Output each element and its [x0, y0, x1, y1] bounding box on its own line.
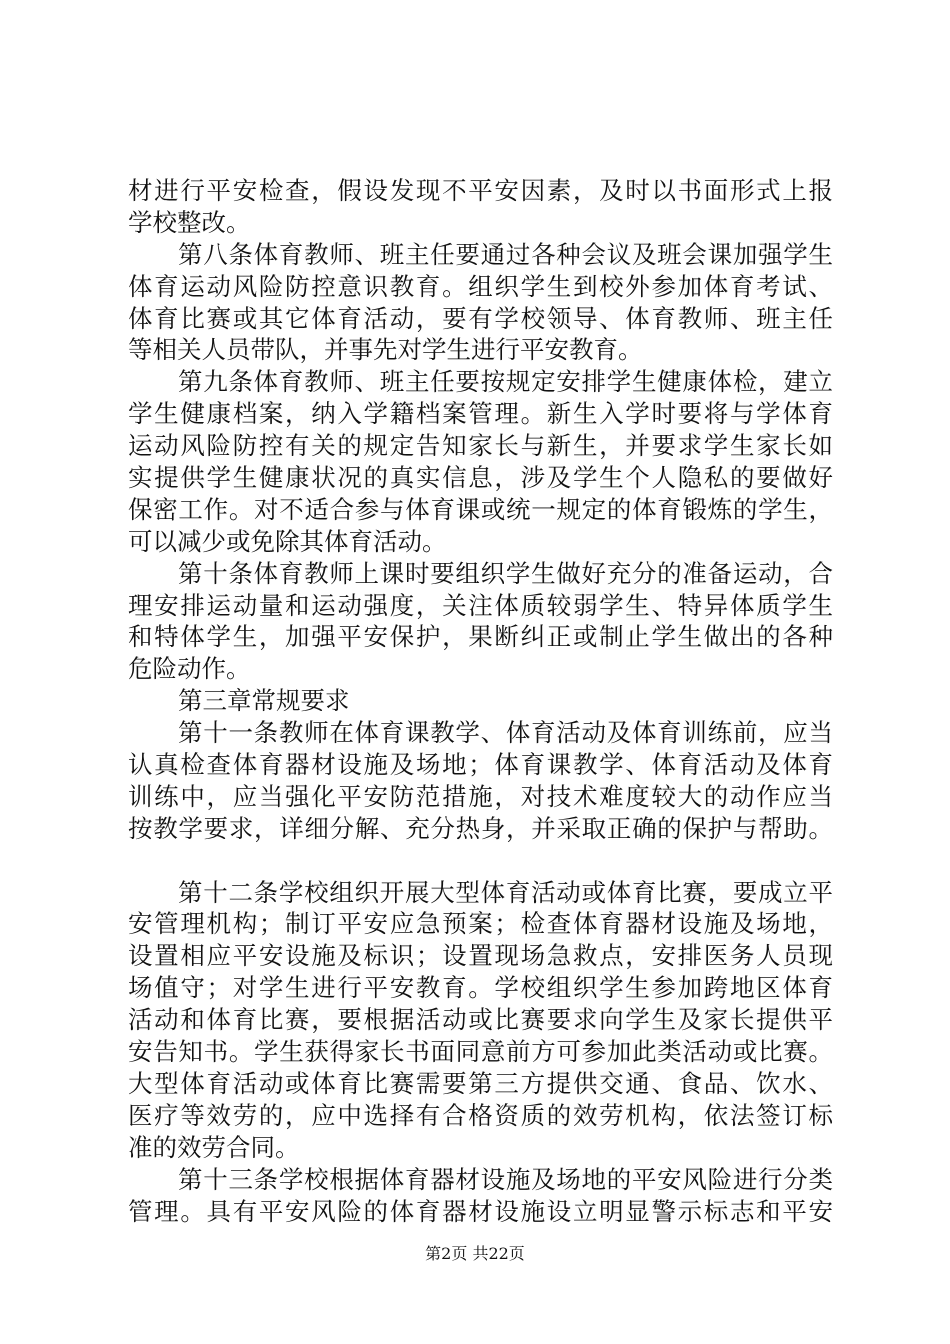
text-line: 管理。具有平安风险的体育器材设施设立明显警示标志和平安	[128, 1196, 833, 1226]
text-line: 学生健康档案，纳入学籍档案管理。新生入学时要将与学体育	[128, 399, 833, 429]
text-line: 材进行平安检查，假设发现不平安因素，及时以书面形式上报	[128, 176, 833, 205]
text-line: 体育运动风险防控意识教育。组织学生到校外参加体育考试、	[128, 271, 833, 301]
text-line: 第十条体育教师上课时要组织学生做好充分的准备运动，合	[178, 558, 833, 588]
text-line: 大型体育活动或体育比赛需要第三方提供交通、食品、饮水、	[128, 1068, 833, 1098]
text-line: 场值守；对学生进行平安教育。学校组织学生参加跨地区体育	[128, 973, 833, 1003]
text-line: 实提供学生健康状况的真实信息，涉及学生个人隐私的要做好	[128, 463, 833, 493]
document-body	[128, 175, 833, 1227]
blank-line	[128, 845, 833, 877]
page-number-footer: 第2页 共22页	[425, 1244, 525, 1263]
text-line: 活动和体育比赛，要根据活动或比赛要求向学生及家长提供平	[128, 1005, 833, 1035]
text-line: 体育比赛或其它体育活动，要有学校领导、体育教师、班主任	[128, 303, 833, 333]
text-line: 第十二条学校组织开展大型体育活动或体育比赛，要成立平	[178, 877, 833, 907]
chapter-heading: 第三章常规要求	[178, 686, 350, 716]
text-line: 第九条体育教师、班主任要按规定安排学生健康体检，建立	[178, 367, 833, 397]
text-line: 运动风险防控有关的规定告知家长与新生，并要求学生家长如	[128, 431, 833, 461]
text-line: 训练中，应当强化平安防范措施，对技术难度较大的动作应当	[128, 781, 833, 811]
text-line: 危险动作。	[128, 654, 251, 684]
text-line: 安管理机构；制订平安应急预案；检查体育器材设施及场地，	[128, 909, 833, 939]
text-line: 设置相应平安设施及标识；设置现场急救点，安排医务人员现	[128, 941, 833, 971]
text-line: 第十三条学校根据体育器材设施及场地的平安风险进行分类	[178, 1164, 833, 1194]
text-line: 准的效劳合同。	[128, 1132, 300, 1162]
text-line: 认真检查体育器材设施及场地；体育课教学、体育活动及体育	[128, 750, 833, 780]
text-line: 安告知书。学生获得家长书面同意前方可参加此类活动或比赛。	[128, 1037, 833, 1067]
text-line: 第八条体育教师、班主任要通过各种会议及班会课加强学生	[178, 239, 833, 269]
text-line: 可以减少或免除其体育活动。	[128, 526, 447, 556]
text-line: 第十一条教师在体育课教学、体育活动及体育训练前，应当	[178, 718, 833, 748]
text-line: 理安排运动量和运动强度，关注体质较弱学生、特异体质学生	[128, 590, 833, 620]
text-line: 学校整改。	[128, 207, 251, 237]
text-line: 医疗等效劳的，应中选择有合格资质的效劳机构，依法签订标	[128, 1100, 833, 1130]
text-line: 等相关人员带队，并事先对学生进行平安教育。	[128, 335, 643, 365]
text-line: 保密工作。对不适合参与体育课或统一规定的体育锻炼的学生，	[128, 494, 833, 524]
text-line: 和特体学生，加强平安保护，果断纠正或制止学生做出的各种	[128, 622, 833, 652]
text-line: 按教学要求，详细分解、充分热身，并采取正确的保护与帮助。	[128, 813, 833, 843]
